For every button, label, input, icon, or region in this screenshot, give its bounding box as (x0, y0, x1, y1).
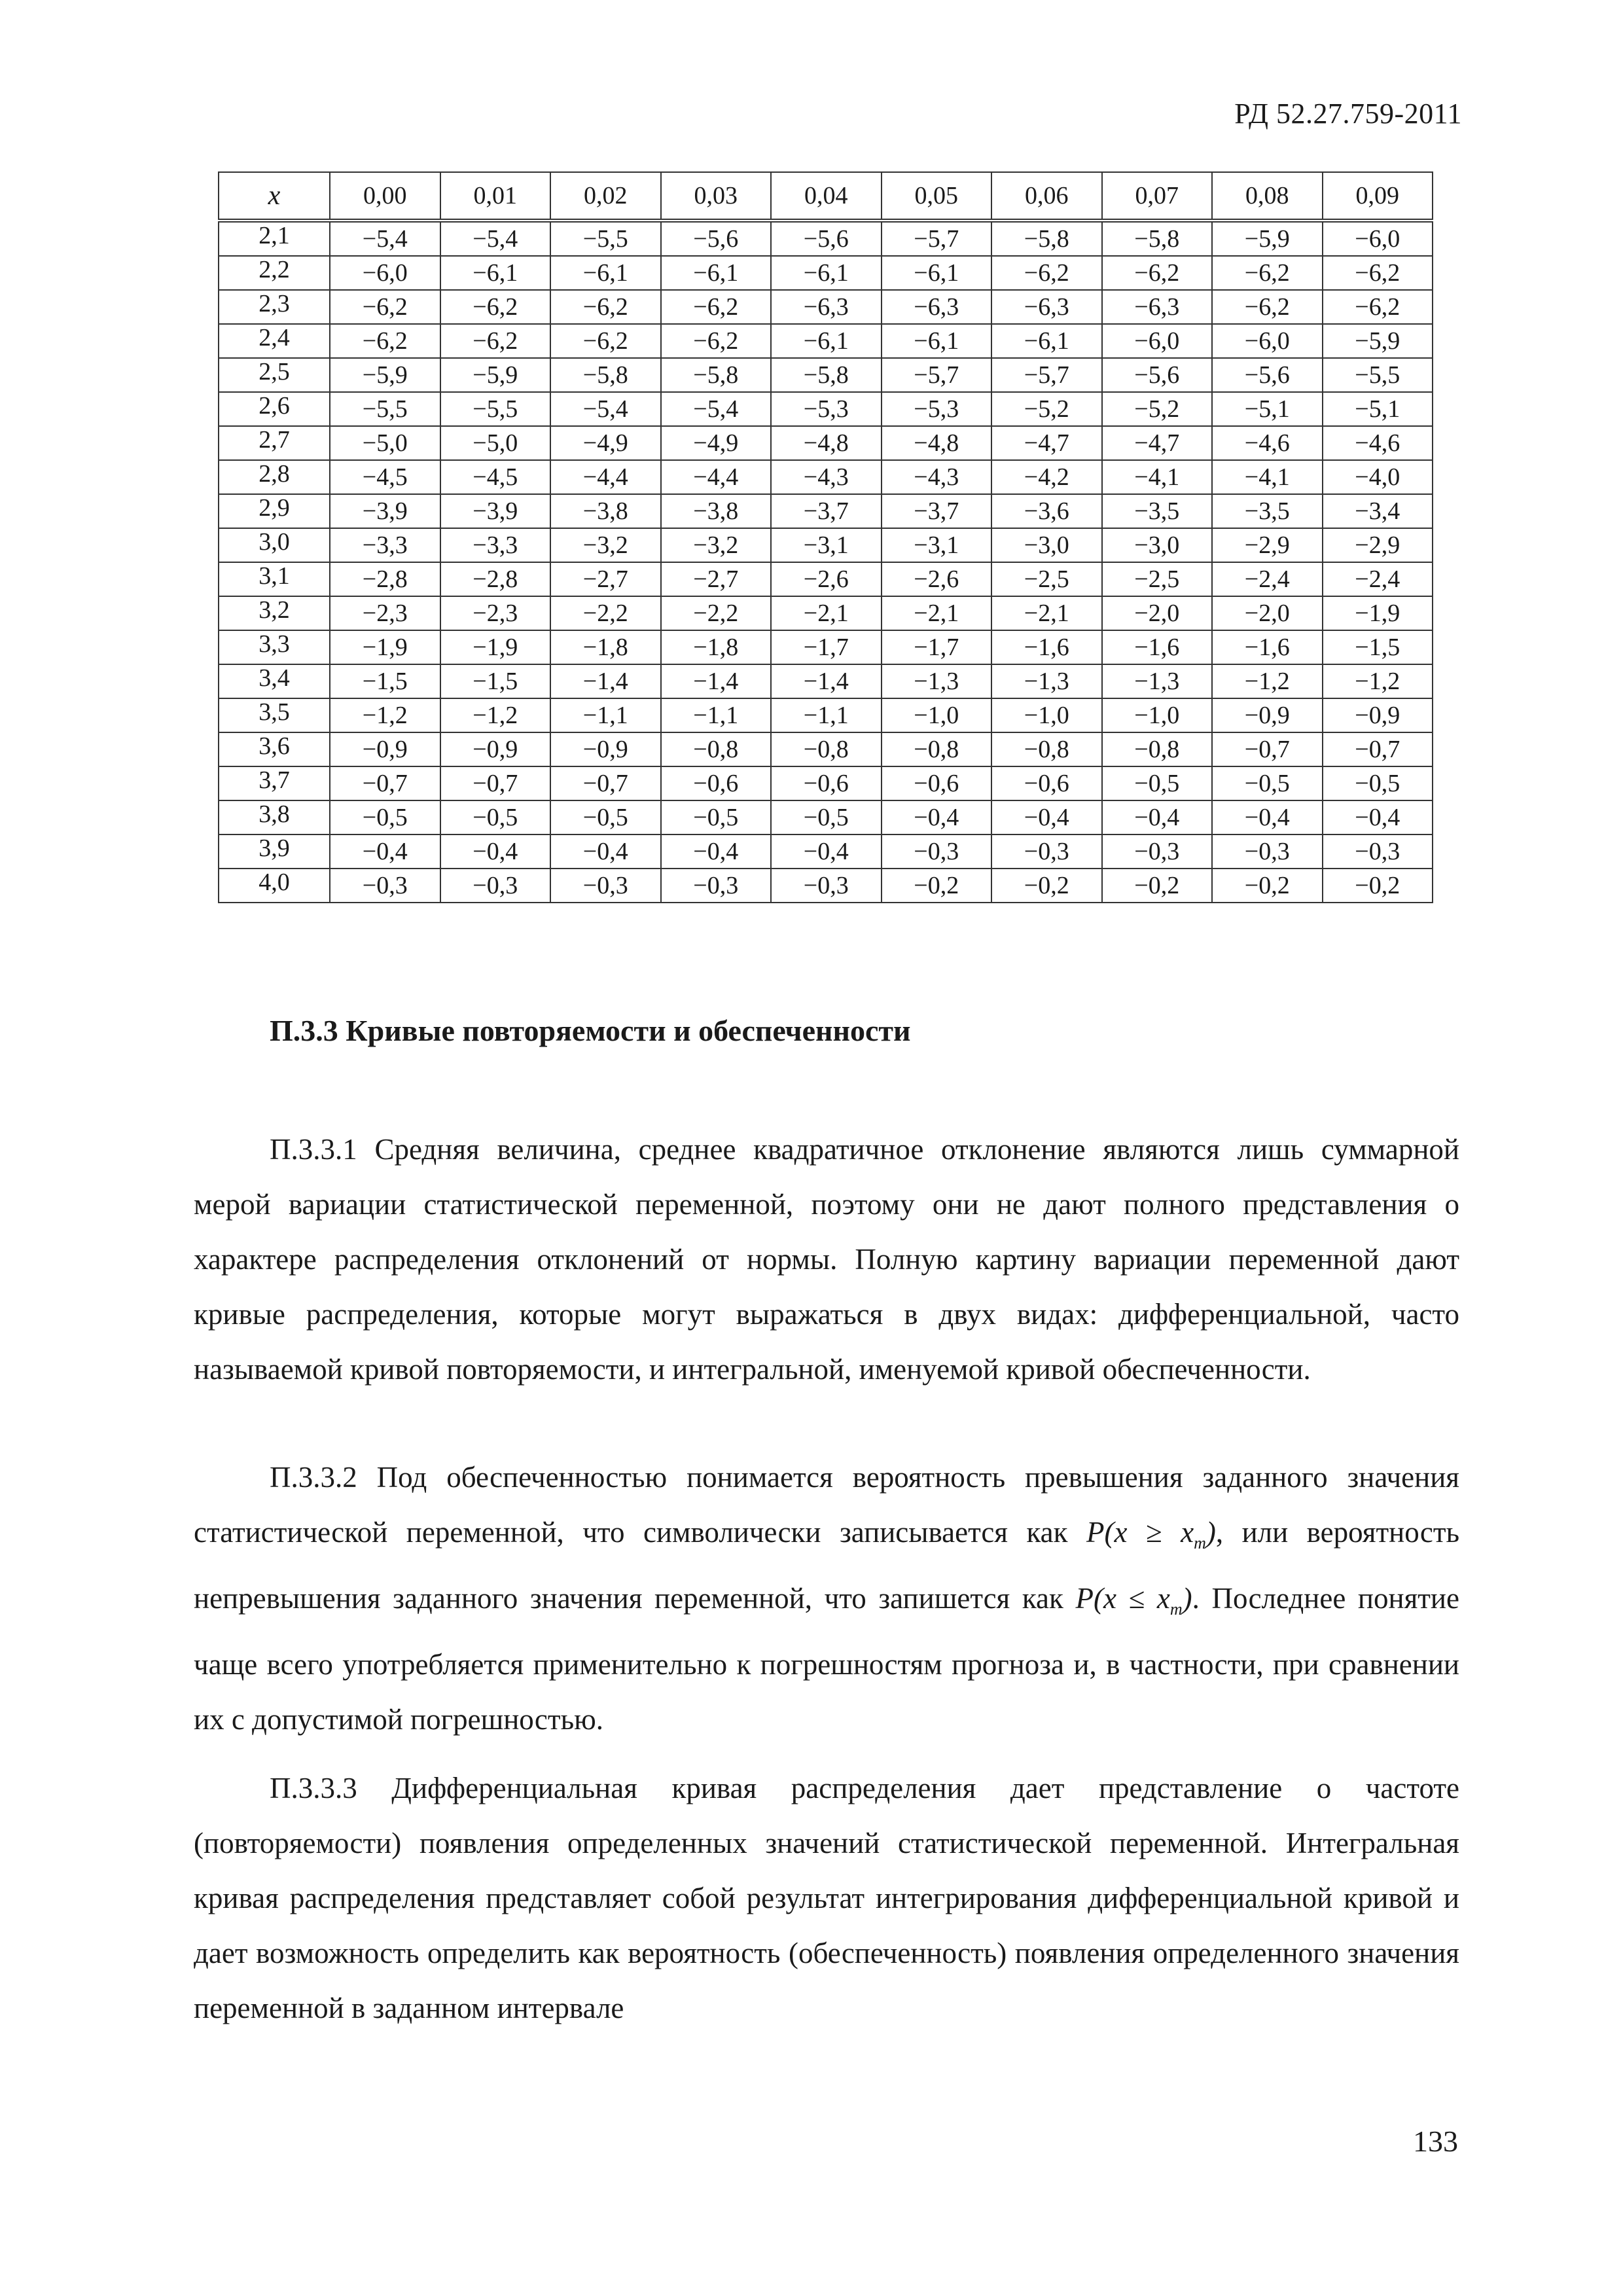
table-row (219, 664, 1433, 698)
paragraph-text: . Последнее понятие чаще всего употребляется применительно к погрешностям прогноза и, в частности, при сравнении их с допустимой погрешностью. (194, 1582, 1459, 1736)
column-header: 0,04 (771, 172, 882, 221)
table-cell: −5,5 (440, 392, 551, 426)
table-cell: −3,8 (661, 494, 772, 528)
table-cell: −1,2 (330, 698, 440, 732)
table-cell: −3,5 (1212, 494, 1323, 528)
table-cell: −1,4 (661, 664, 772, 698)
table-row (219, 869, 1433, 903)
table-cell: −0,2 (1102, 869, 1213, 903)
table-cell: −5,3 (771, 392, 882, 426)
table-cell: −4,3 (882, 460, 992, 494)
table-cell: −0,3 (771, 869, 882, 903)
table-cell: −1,1 (661, 698, 772, 732)
table-cell: −4,5 (440, 460, 551, 494)
page-number: 133 (1413, 2125, 1458, 2158)
table-cell: −0,7 (1323, 732, 1433, 766)
table-cell: −1,9 (330, 630, 440, 664)
table-cell: −2,6 (771, 562, 882, 596)
table-cell: −6,1 (661, 256, 772, 290)
table-row (219, 562, 1433, 596)
table-cell: −0,4 (1102, 800, 1213, 834)
table-cell: −0,3 (1102, 834, 1213, 869)
table-cell: −2,1 (991, 596, 1102, 630)
table-cell: −0,5 (661, 800, 772, 834)
table-cell: −6,2 (1212, 256, 1323, 290)
table-cell: −0,3 (330, 869, 440, 903)
table-cell: −6,1 (440, 256, 551, 290)
table-cell: −2,8 (440, 562, 551, 596)
row-label-x: 2,3 (219, 290, 330, 324)
row-label-x: 2,9 (219, 494, 330, 528)
table-cell: −0,6 (771, 766, 882, 800)
table-row (219, 392, 1433, 426)
table-cell: −0,3 (1212, 834, 1323, 869)
paragraph-3-3-1 (194, 1122, 1459, 1397)
table-cell: −5,4 (330, 221, 440, 256)
column-header: 0,01 (440, 172, 551, 221)
paragraph-text: , или вероятность непревышения заданного значения переменной, что запишется как (194, 1516, 1460, 1615)
column-header: 0,08 (1212, 172, 1323, 221)
table-cell: −6,1 (550, 256, 661, 290)
table-cell: −2,4 (1212, 562, 1323, 596)
table-cell: −6,3 (771, 290, 882, 324)
table-cell: −1,6 (1212, 630, 1323, 664)
row-label-x: 4,0 (219, 869, 330, 903)
table-cell: −0,4 (440, 834, 551, 869)
table-cell: −1,0 (1102, 698, 1213, 732)
table-cell: −3,3 (440, 528, 551, 562)
formula-non-exceedance: $P(x \le x_m)$ (1075, 1582, 1192, 1619)
table-cell: −5,0 (330, 426, 440, 460)
table-cell: −0,2 (1212, 869, 1323, 903)
table-cell: −0,5 (771, 800, 882, 834)
table-cell: −5,6 (1212, 358, 1323, 392)
table-cell: −0,4 (330, 834, 440, 869)
table-cell: −4,7 (1102, 426, 1213, 460)
table-cell: −1,9 (1323, 596, 1433, 630)
table-cell: −5,8 (550, 358, 661, 392)
table-cell: −4,8 (882, 426, 992, 460)
table-cell: −0,6 (882, 766, 992, 800)
table-cell: −5,1 (1212, 392, 1323, 426)
row-label-x: 3,7 (219, 766, 330, 800)
table-cell: −0,5 (440, 800, 551, 834)
table-cell: −0,4 (991, 800, 1102, 834)
table-cell: −0,8 (661, 732, 772, 766)
table-cell: −4,6 (1212, 426, 1323, 460)
table-cell: −2,3 (440, 596, 551, 630)
table-cell: −1,3 (1102, 664, 1213, 698)
table-cell: −0,9 (1212, 698, 1323, 732)
row-label-x: 3,9 (219, 834, 330, 869)
column-header-x: x (219, 172, 330, 221)
table-cell: −2,5 (1102, 562, 1213, 596)
table-cell: −0,4 (550, 834, 661, 869)
table-cell: −3,8 (550, 494, 661, 528)
table-cell: −2,6 (882, 562, 992, 596)
table-row (219, 698, 1433, 732)
table-cell: −2,8 (330, 562, 440, 596)
table-cell: −5,4 (661, 392, 772, 426)
table-row (219, 256, 1433, 290)
table-cell: −0,4 (1323, 800, 1433, 834)
table-cell: −0,9 (330, 732, 440, 766)
table-cell: −1,1 (550, 698, 661, 732)
table-cell: −6,2 (330, 290, 440, 324)
table-cell: −0,4 (661, 834, 772, 869)
table-cell: −5,5 (1323, 358, 1433, 392)
table-cell: −3,5 (1102, 494, 1213, 528)
table-cell: −6,2 (1323, 256, 1433, 290)
table-cell: −5,4 (550, 392, 661, 426)
table-cell: −5,7 (991, 358, 1102, 392)
table-cell: −2,9 (1323, 528, 1433, 562)
row-label-x: 3,6 (219, 732, 330, 766)
table-cell: −4,1 (1102, 460, 1213, 494)
column-header: 0,07 (1102, 172, 1213, 221)
table-row (219, 358, 1433, 392)
table-cell: −5,5 (550, 221, 661, 256)
table-cell: −3,9 (440, 494, 551, 528)
table-row (219, 800, 1433, 834)
table-cell: −6,3 (991, 290, 1102, 324)
table-cell: −2,4 (1323, 562, 1433, 596)
table-cell: −4,6 (1323, 426, 1433, 460)
table-row (219, 290, 1433, 324)
table-row (219, 732, 1433, 766)
table-cell: −6,3 (1102, 290, 1213, 324)
table-cell: −4,9 (661, 426, 772, 460)
table-cell: −1,8 (661, 630, 772, 664)
table-row (219, 766, 1433, 800)
section-title: П.3.3 Кривые повторяемости и обеспеченности (270, 1014, 911, 1047)
table-cell: −1,5 (440, 664, 551, 698)
table-cell: −0,8 (991, 732, 1102, 766)
row-label-x: 3,3 (219, 630, 330, 664)
row-label-x: 3,5 (219, 698, 330, 732)
column-header: 0,00 (330, 172, 440, 221)
table-cell: −4,8 (771, 426, 882, 460)
table-cell: −5,3 (882, 392, 992, 426)
table-cell: −5,1 (1323, 392, 1433, 426)
table-cell: −0,8 (882, 732, 992, 766)
table-cell: −0,9 (1323, 698, 1433, 732)
table-header-row (219, 172, 1433, 221)
table-cell: −3,0 (1102, 528, 1213, 562)
table-cell: −0,7 (330, 766, 440, 800)
table-cell: −1,2 (440, 698, 551, 732)
table-cell: −4,7 (991, 426, 1102, 460)
table-cell: −1,0 (882, 698, 992, 732)
table-cell: −5,9 (1212, 221, 1323, 256)
table-cell: −5,6 (1102, 358, 1213, 392)
row-label-x: 3,8 (219, 800, 330, 834)
table-cell: −0,8 (771, 732, 882, 766)
row-label-x: 2,7 (219, 426, 330, 460)
row-label-x: 2,5 (219, 358, 330, 392)
table-cell: −0,5 (1102, 766, 1213, 800)
table-cell: −6,2 (661, 324, 772, 358)
table-cell: −0,3 (882, 834, 992, 869)
table-cell: −5,4 (440, 221, 551, 256)
table-cell: −0,6 (661, 766, 772, 800)
table-cell: −3,4 (1323, 494, 1433, 528)
table-cell: −2,2 (661, 596, 772, 630)
table-cell: −1,7 (882, 630, 992, 664)
table-cell: −0,9 (550, 732, 661, 766)
table-cell: −6,2 (661, 290, 772, 324)
table-cell: −0,3 (661, 869, 772, 903)
table-cell: −5,7 (882, 358, 992, 392)
row-label-x: 3,1 (219, 562, 330, 596)
table-cell: −6,1 (771, 256, 882, 290)
table-cell: −0,4 (1212, 800, 1323, 834)
table-cell: −6,1 (882, 256, 992, 290)
table-cell: −6,0 (1102, 324, 1213, 358)
table-cell: −0,3 (440, 869, 551, 903)
table-cell: −0,8 (1102, 732, 1213, 766)
table-row (219, 494, 1433, 528)
table-cell: −0,6 (991, 766, 1102, 800)
table-row (219, 324, 1433, 358)
column-header: 0,03 (661, 172, 772, 221)
table-row (219, 630, 1433, 664)
table-cell: −1,3 (882, 664, 992, 698)
table-cell: −1,5 (1323, 630, 1433, 664)
table-cell: −3,7 (771, 494, 882, 528)
table-cell: −1,6 (1102, 630, 1213, 664)
table-cell: −1,4 (771, 664, 882, 698)
table-cell: −5,8 (771, 358, 882, 392)
table-cell: −3,2 (550, 528, 661, 562)
table-cell: −4,1 (1212, 460, 1323, 494)
table-cell: −5,8 (1102, 221, 1213, 256)
table-cell: −5,8 (991, 221, 1102, 256)
paragraph-3-3-2 (194, 1450, 1459, 1747)
table-cell: −3,9 (330, 494, 440, 528)
row-label-x: 2,8 (219, 460, 330, 494)
row-label-x: 3,0 (219, 528, 330, 562)
table-cell: −2,9 (1212, 528, 1323, 562)
table-cell: −6,0 (330, 256, 440, 290)
table-cell: −5,2 (1102, 392, 1213, 426)
table-cell: −0,4 (771, 834, 882, 869)
paragraph-text: П.3.3.1 Средняя величина, среднее квадратичное отклонение являются лишь суммарной мерой вариации статистической переменной, поэтому они не дают полного представления о характере распределения отклонений от нормы. Полную картину вариации переменной дают кривые распределения, которые могут выражаться в двух видах: дифференциальной, часто называемой кривой повторяемости, и интегральной, именуемой кривой обеспеченности. (194, 1133, 1459, 1386)
table-cell: −6,2 (440, 324, 551, 358)
row-label-x: 2,6 (219, 392, 330, 426)
row-label-x: 3,2 (219, 596, 330, 630)
column-header: 0,02 (550, 172, 661, 221)
table-cell: −6,1 (882, 324, 992, 358)
table-cell: −2,3 (330, 596, 440, 630)
paragraph-text: П.3.3.2 Под обеспеченностью понимается вероятность превышения заданного значения статистической переменной, что символически записывается как (194, 1461, 1459, 1549)
table-cell: −4,4 (661, 460, 772, 494)
table-cell: −1,3 (991, 664, 1102, 698)
table-cell: −0,3 (991, 834, 1102, 869)
table-cell: −0,5 (1323, 766, 1433, 800)
table-cell: −2,1 (771, 596, 882, 630)
row-label-x: 2,4 (219, 324, 330, 358)
table-cell: −4,5 (330, 460, 440, 494)
table-cell: −5,0 (440, 426, 551, 460)
table-cell: −3,3 (330, 528, 440, 562)
paragraph-text: П.3.3.3 Дифференциальная кривая распределения дает представление о частоте (повторяемости) появления определенных значений статистической переменной. Интегральная кривая распределения представляет собой результат интегрирования дифференциальной кривой и дает возможность определить как вероятность (обеспеченность) появления определенного значения переменной в заданном интервале (194, 1772, 1459, 2024)
table-cell: −6,0 (1212, 324, 1323, 358)
table-cell: −4,2 (991, 460, 1102, 494)
table-row (219, 596, 1433, 630)
table-row (219, 221, 1433, 256)
table-cell: −5,9 (440, 358, 551, 392)
column-header: 0,05 (882, 172, 992, 221)
table-cell: −5,9 (330, 358, 440, 392)
formula-exceedance: $P(x \ge x_m)$ (1086, 1516, 1216, 1552)
table-cell: −1,2 (1323, 664, 1433, 698)
table-cell: −5,5 (330, 392, 440, 426)
table-cell: −1,0 (991, 698, 1102, 732)
table-cell: −3,1 (882, 528, 992, 562)
table-row (219, 834, 1433, 869)
table-cell: −1,7 (771, 630, 882, 664)
table-cell: −5,6 (771, 221, 882, 256)
table-cell: −1,5 (330, 664, 440, 698)
table-cell: −6,2 (991, 256, 1102, 290)
table-cell: −2,7 (550, 562, 661, 596)
table-cell: −3,6 (991, 494, 1102, 528)
table-cell: −6,2 (1323, 290, 1433, 324)
table-cell: −0,2 (1323, 869, 1433, 903)
table-cell: −0,7 (550, 766, 661, 800)
table-cell: −6,2 (550, 324, 661, 358)
table-cell: −3,1 (771, 528, 882, 562)
table-cell: −5,8 (661, 358, 772, 392)
table-cell: −2,5 (991, 562, 1102, 596)
table-cell: −0,5 (330, 800, 440, 834)
table-cell: −0,3 (550, 869, 661, 903)
table-cell: −5,7 (882, 221, 992, 256)
table-cell: −6,3 (882, 290, 992, 324)
column-header: 0,06 (991, 172, 1102, 221)
table-cell: −2,7 (661, 562, 772, 596)
table-cell: −3,2 (661, 528, 772, 562)
table-cell: −1,4 (550, 664, 661, 698)
values-table (218, 171, 1433, 903)
table-cell: −5,2 (991, 392, 1102, 426)
table-cell: −5,9 (1323, 324, 1433, 358)
table-cell: −4,9 (550, 426, 661, 460)
table-cell: −3,0 (991, 528, 1102, 562)
table-cell: −0,7 (440, 766, 551, 800)
table-cell: −4,0 (1323, 460, 1433, 494)
table-cell: −6,2 (330, 324, 440, 358)
column-header: 0,09 (1323, 172, 1433, 221)
row-label-x: 3,4 (219, 664, 330, 698)
table-cell: −0,3 (1323, 834, 1433, 869)
table-cell: −2,2 (550, 596, 661, 630)
table-cell: −1,2 (1212, 664, 1323, 698)
row-label-x: 2,1 (219, 221, 330, 256)
table-row (219, 460, 1433, 494)
table-cell: −6,1 (991, 324, 1102, 358)
table-cell: −6,2 (1212, 290, 1323, 324)
table-cell: −0,5 (550, 800, 661, 834)
table-cell: −0,5 (1212, 766, 1323, 800)
table-cell: −1,1 (771, 698, 882, 732)
table-cell: −2,0 (1212, 596, 1323, 630)
table-cell: −0,2 (882, 869, 992, 903)
table-cell: −6,2 (440, 290, 551, 324)
table-cell: −6,0 (1323, 221, 1433, 256)
table-cell: −1,9 (440, 630, 551, 664)
table-cell: −6,2 (1102, 256, 1213, 290)
table-row (219, 528, 1433, 562)
table-cell: −0,4 (882, 800, 992, 834)
table-cell: −6,2 (550, 290, 661, 324)
table-cell: −1,8 (550, 630, 661, 664)
table-row (219, 426, 1433, 460)
row-label-x: 2,2 (219, 256, 330, 290)
table-cell: −0,9 (440, 732, 551, 766)
table-cell: −2,1 (882, 596, 992, 630)
table-cell: −0,7 (1212, 732, 1323, 766)
table-cell: −4,4 (550, 460, 661, 494)
table-cell: −3,7 (882, 494, 992, 528)
paragraph-3-3-3 (194, 1761, 1459, 2036)
table-cell: −0,2 (991, 869, 1102, 903)
table-cell: −5,6 (661, 221, 772, 256)
table-cell: −4,3 (771, 460, 882, 494)
table-cell: −6,1 (771, 324, 882, 358)
document-code: РД 52.27.759-2011 (1234, 98, 1462, 130)
table-cell: −2,0 (1102, 596, 1213, 630)
table-cell: −1,6 (991, 630, 1102, 664)
